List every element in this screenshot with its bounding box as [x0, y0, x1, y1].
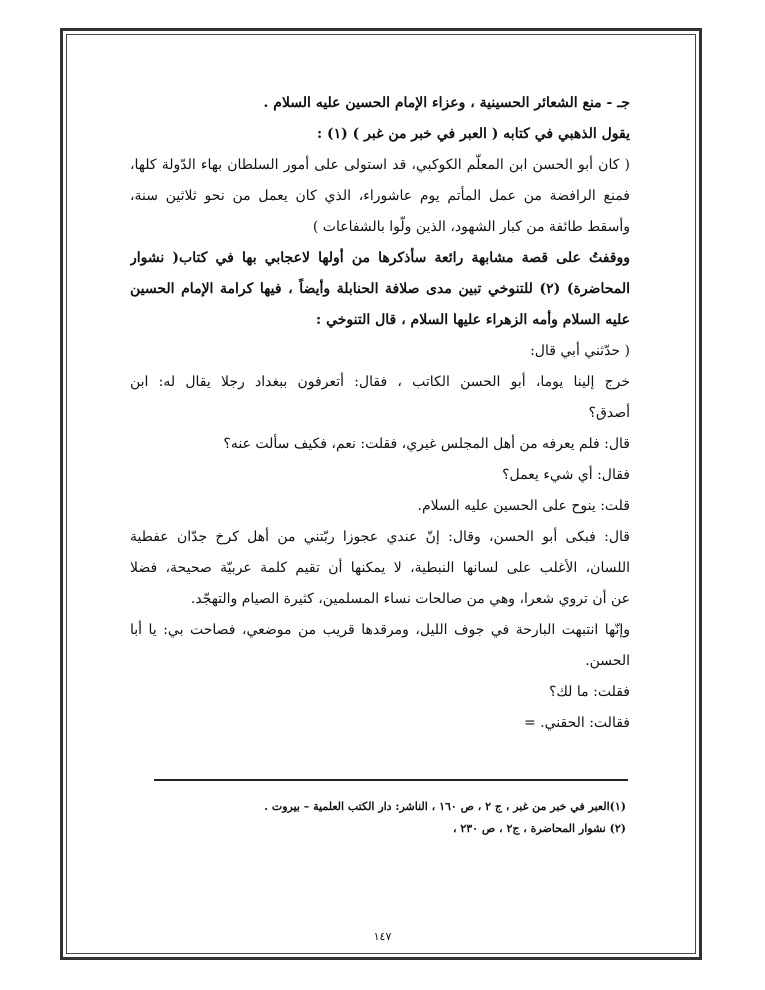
text-line: فمنع الرافضة من عمل المأتم يوم عاشوراء، الذي كان يعمل من نحو ثلاثين سنة، [130, 188, 630, 204]
footnote: (١)العبر في خبر من غبر ، ج ٢ ، ص ١٦٠ ، الناشر: دار الكتب العلمية – بيروت . [264, 800, 626, 813]
text-line: ( كان أبو الحسن ابن المعلّم الكوكبي، قد استولى على أمور السلطان بهاء الدّولة كلها، [130, 157, 630, 173]
text-line: فقلت: ما لك؟ [548, 684, 630, 700]
text-line: اللسان، الأغلب على لسانها النبطية، لا يمكنها أن تقيم كلمة عربيّة صحيحة، فضلا [130, 560, 630, 576]
footnote: (٢) نشوار المحاضرة ، ج٢ ، ص ٢٣٠ ، [452, 822, 626, 835]
text-line: يقول الذهبي في كتابه ( العبر في خبر من غبر ) (١) : [316, 126, 630, 142]
text-line: الحسن. [585, 653, 630, 669]
footnote-divider [154, 779, 628, 781]
page-body [130, 88, 630, 739]
text-line: المحاضرة) (٢) للتنوخي تبين مدى صلافة الحنابلة وأيضاً ، فيها كرامة الإمام الحسين [130, 281, 630, 297]
text-line: ووقفتُ على قصة مشابهة رائعة سأذكرها من أولها لاعجابي بها في كتاب( نشوار [130, 250, 630, 266]
text-line: فقالت: الحقني. = [523, 715, 630, 731]
text-line: فقال: أي شيء يعمل؟ [502, 467, 630, 483]
text-line: وإنّها انتبهت البارحة في جوف الليل، ومرقدها قريب من موضعي، فصاحت بي: يا أبا [130, 622, 630, 638]
text-line: أصدق؟ [588, 405, 630, 421]
text-line: خرج إلينا يوما، أبو الحسن الكاتب ، فقال: أتعرفون ببغداد رجلا يقال له: ابن [130, 374, 630, 390]
text-line: عليه السلام وأمه الزهراء عليها السلام ، قال التنوخي : [316, 312, 630, 328]
text-line: قلت: ينوح على الحسين عليه السلام. [417, 498, 630, 514]
text-line: عن أن تروي شعرا، وهي من صالحات نساء المسلمين، كثيرة الصيام والتهجّد. [190, 591, 630, 607]
page-number: ١٤٧ [373, 930, 392, 943]
text-line: وأسقط طائفة من كبار الشهود، الذين ولّوا بالشفاعات ) [312, 219, 630, 235]
text-line: قال: فبكى أبو الحسن، وقال: إنّ عندي عجوزا ربّتني من أهل كرخ جدّان عفطية [130, 529, 630, 545]
footnotes [140, 796, 626, 840]
section-heading: جـ - منع الشعائر الحسينية ، وعزاء الإمام الحسين عليه السلام . [263, 95, 630, 111]
text-line: ( حدّثني أبي قال: [530, 343, 630, 359]
text-line: قال: فلم يعرفه من أهل المجلس غيري، فقلت: نعم، فكيف سألت عنه؟ [223, 436, 630, 452]
